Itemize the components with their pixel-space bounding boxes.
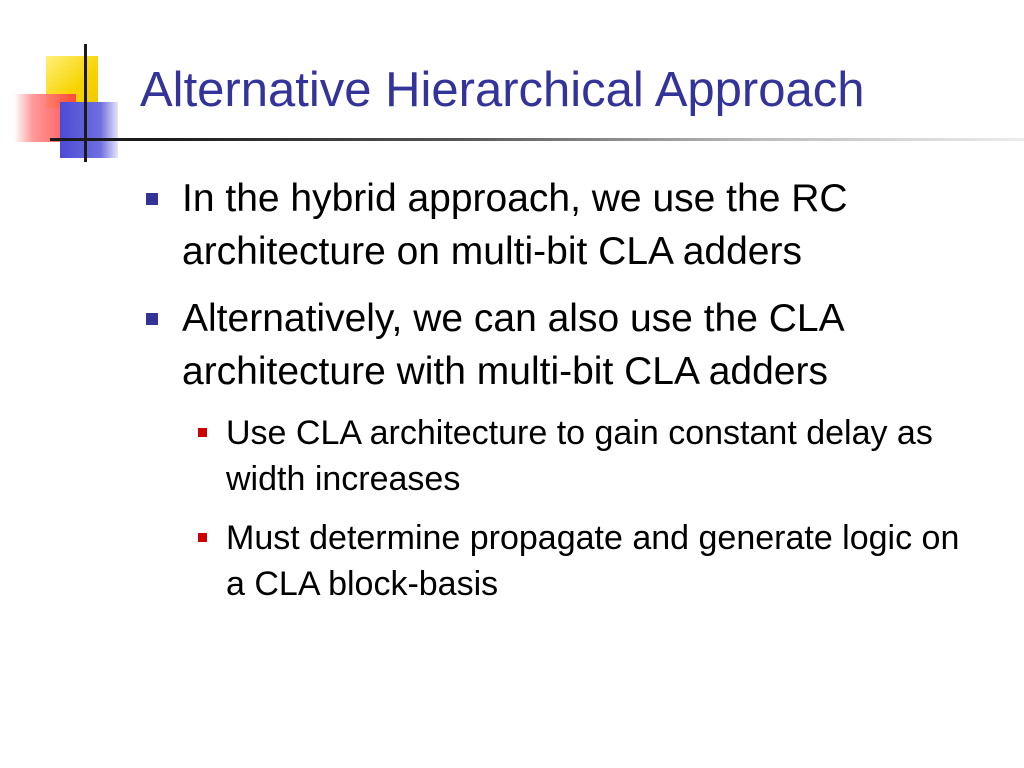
bullet-item (182, 172, 982, 278)
bullet-text: In the hybrid approach, we use the RC architecture on multi-bit CLA adders (182, 177, 848, 273)
bullet-text: Alternatively, we can also use the CLA architecture with multi-bit CLA adders (182, 297, 843, 393)
bullet-item (182, 292, 982, 398)
sub-bullet-text: Use CLA architecture to gain constant delay as width increases (226, 414, 933, 498)
square-bullet-icon (146, 193, 158, 205)
sub-bullet-item (226, 410, 986, 502)
square-bullet-icon (146, 313, 158, 325)
sub-bullet-text: Must determine propagate and generate logic on a CLA block-basis (226, 519, 960, 603)
sub-bullet-item (226, 515, 986, 607)
square-bullet-icon (198, 533, 207, 542)
square-bullet-icon (198, 428, 207, 437)
slide-title: Alternative Hierarchical Approach (140, 63, 865, 117)
